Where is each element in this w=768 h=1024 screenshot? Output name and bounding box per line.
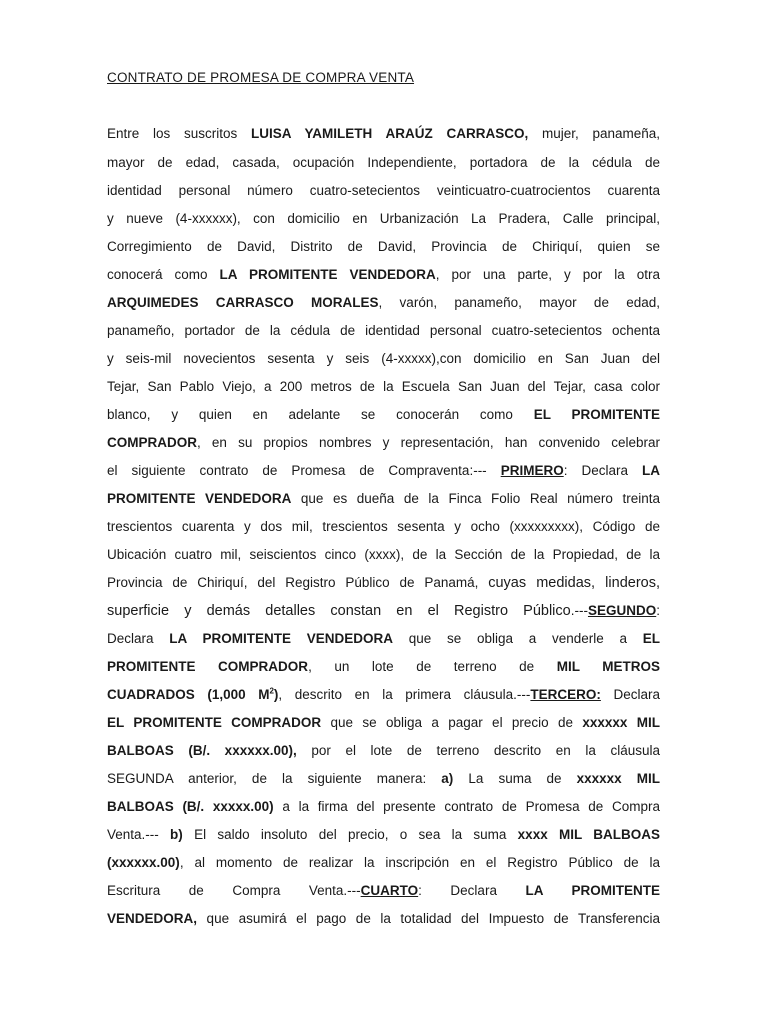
contract-line	[107, 630, 660, 648]
contract-text-segment: , al momento de realizar la inscripción en el Registro Público de la	[179, 855, 660, 870]
contract-line	[107, 238, 660, 256]
contract-text-segment: PRIMERO	[500, 463, 564, 478]
contract-text-segment: 2	[269, 686, 274, 696]
contract-text-segment: PROMITENTE COMPRADOR	[107, 659, 309, 674]
contract-text-segment: superficie y demás detalles constan en el Registro Público	[107, 603, 571, 619]
contract-text-segment: que es dueña de la Finca Folio Real número treinta	[291, 491, 660, 506]
contract-text-segment: conocerá como	[107, 267, 220, 282]
contract-text-segment: que asumirá el pago de la totalidad del Impuesto de Transferencia	[197, 911, 660, 926]
contract-line	[107, 854, 660, 872]
contract-line	[107, 125, 660, 143]
contract-text-segment: Escritura de Compra Venta.---	[107, 883, 361, 898]
contract-line	[107, 210, 660, 228]
contract-text-segment: mujer, panameña,	[528, 126, 661, 141]
contract-text-segment: Provincia de Chiriquí, del Registro Público de Panamá,	[107, 575, 489, 590]
contract-text-segment: a)	[441, 771, 454, 786]
contract-text-segment: : Declara	[418, 883, 526, 898]
contract-text-segment: , en su propios nombres y representación, han convenido celebrar	[197, 435, 660, 450]
contract-text-segment: por el lote de terreno descrito en la cláusula	[296, 743, 660, 758]
contract-text-segment: Declara	[107, 631, 170, 646]
contract-text-segment: (xxxxxx.00)	[107, 855, 180, 870]
contract-line	[107, 574, 660, 592]
contract-line	[107, 546, 660, 564]
contract-line	[107, 378, 660, 396]
contract-text-segment: Corregimiento de David, Distrito de David, Provincia de Chiriquí, quien se	[107, 239, 660, 254]
contract-text-segment: EL PROMITENTE	[533, 407, 660, 422]
contract-text-segment: cuyas medidas, linderos,	[488, 575, 660, 591]
contract-text-segment: LA PROMITENTE	[525, 883, 660, 898]
contract-text-segment: EL	[642, 631, 661, 646]
contract-line	[107, 322, 660, 340]
contract-text-segment: )	[273, 687, 279, 702]
contract-line	[107, 518, 660, 536]
contract-text-segment: TERCERO:	[530, 687, 601, 702]
contract-line	[107, 798, 660, 816]
contract-line	[107, 266, 660, 284]
contract-text-segment: , varón, panameño, mayor de edad,	[378, 295, 660, 310]
contract-text-segment: y nueve (4-xxxxxx), con domicilio en Urbanización La Pradera, Calle principal,	[107, 211, 660, 226]
contract-text-segment: LUISA YAMILETH ARAÚZ CARRASCO,	[251, 126, 529, 141]
contract-text-segment: , un lote de terreno de	[308, 659, 557, 674]
contract-line	[107, 434, 660, 452]
contract-text-segment: BALBOAS (B/. xxxxx.00)	[107, 799, 274, 814]
contract-line	[107, 602, 660, 620]
contract-text-segment: LA PROMITENTE VENDEDORA	[219, 267, 436, 282]
contract-line	[107, 826, 660, 844]
contract-line	[107, 462, 660, 480]
contract-line	[107, 294, 660, 312]
contract-text-segment: Venta.---	[107, 827, 171, 842]
contract-line	[107, 910, 660, 928]
contract-line	[107, 742, 660, 760]
contract-text-segment: PROMITENTE VENDEDORA	[107, 491, 292, 506]
contract-text-segment: EL PROMITENTE COMPRADOR	[107, 715, 322, 730]
contract-text-segment: : Declara	[563, 463, 642, 478]
contract-line	[107, 686, 660, 704]
contract-text-segment: SEGUNDA anterior, de la siguiente manera:	[107, 771, 442, 786]
contract-line	[107, 406, 660, 424]
contract-text-segment: blanco, y quien en adelante se conocerán como	[107, 407, 534, 422]
contract-text-segment: y seis-mil novecientos sesenta y seis (4-xxxxx),con domicilio en San Juan del	[107, 351, 660, 366]
contract-text-segment: ARQUIMEDES CARRASCO MORALES	[107, 295, 379, 310]
contract-text-segment: , por una parte, y por la otra	[435, 267, 660, 282]
contract-text-segment: identidad personal número cuatro-setecientos veinticuatro-cuatrocientos cuarenta	[107, 183, 660, 198]
contract-line	[107, 490, 660, 508]
contract-text-segment: El saldo insoluto del precio, o sea la suma	[182, 827, 518, 842]
contract-text-segment: BALBOAS (B/. xxxxxx.00),	[107, 743, 297, 758]
contract-line	[107, 714, 660, 732]
contract-text-segment: Entre los suscritos	[107, 126, 251, 141]
contract-text-segment: , descrito en la primera cláusula.---	[278, 687, 531, 702]
contract-text-segment: xxxxxx MIL	[576, 771, 661, 786]
contract-text-segment: LA PROMITENTE VENDEDORA	[169, 631, 393, 646]
contract-text-segment: .---	[570, 603, 588, 618]
contract-text-segment: que se obliga a pagar el precio de	[321, 715, 583, 730]
contract-text-segment: que se obliga a venderle a	[393, 631, 643, 646]
contract-text-segment: xxxxxx MIL	[582, 715, 660, 730]
contract-line	[107, 350, 660, 368]
contract-text-segment: COMPRADOR	[107, 435, 197, 450]
contract-line	[107, 770, 660, 788]
contract-text-segment: b)	[170, 827, 183, 842]
contract-text-segment: Tejar, San Pablo Viejo, a 200 metros de la Escuela San Juan del Tejar, casa color	[107, 379, 660, 394]
contract-text-segment: MIL METROS	[556, 659, 661, 674]
contract-text-segment: LA	[641, 463, 660, 478]
contract-text-segment: Declara	[600, 687, 661, 702]
contract-line	[107, 154, 660, 172]
contract-text-segment: a la firma del presente contrato de Promesa de Compra	[273, 799, 660, 814]
document-title: CONTRATO DE PROMESA DE COMPRA VENTA	[107, 70, 415, 85]
contract-text-segment: :	[656, 603, 660, 618]
contract-text-segment: Ubicación cuatro mil, seiscientos cinco (xxxx), de la Sección de la Propiedad, de la	[107, 547, 660, 562]
contract-text-segment: mayor de edad, casada, ocupación Independiente, portadora de la cédula de	[107, 155, 660, 170]
contract-line	[107, 658, 660, 676]
contract-text-segment: xxxx MIL BALBOAS	[517, 827, 660, 842]
contract-text-segment: panameño, portador de la cédula de identidad personal cuatro-setecientos ochenta	[107, 323, 660, 338]
contract-line	[107, 182, 660, 200]
contract-text-segment: el siguiente contrato de Promesa de Compraventa:---	[107, 463, 501, 478]
contract-text-segment: SEGUNDO	[587, 603, 657, 618]
contract-line	[107, 882, 660, 900]
contract-text-segment: trescientos cuarenta y dos mil, trescientos sesenta y ocho (xxxxxxxxx), Código de	[107, 519, 660, 534]
contract-text-segment: CUADRADOS (1,000 M	[107, 687, 270, 702]
contract-text-segment: CUARTO	[360, 883, 419, 898]
contract-text-segment: La suma de	[453, 771, 577, 786]
contract-text-segment: VENDEDORA,	[107, 911, 198, 926]
